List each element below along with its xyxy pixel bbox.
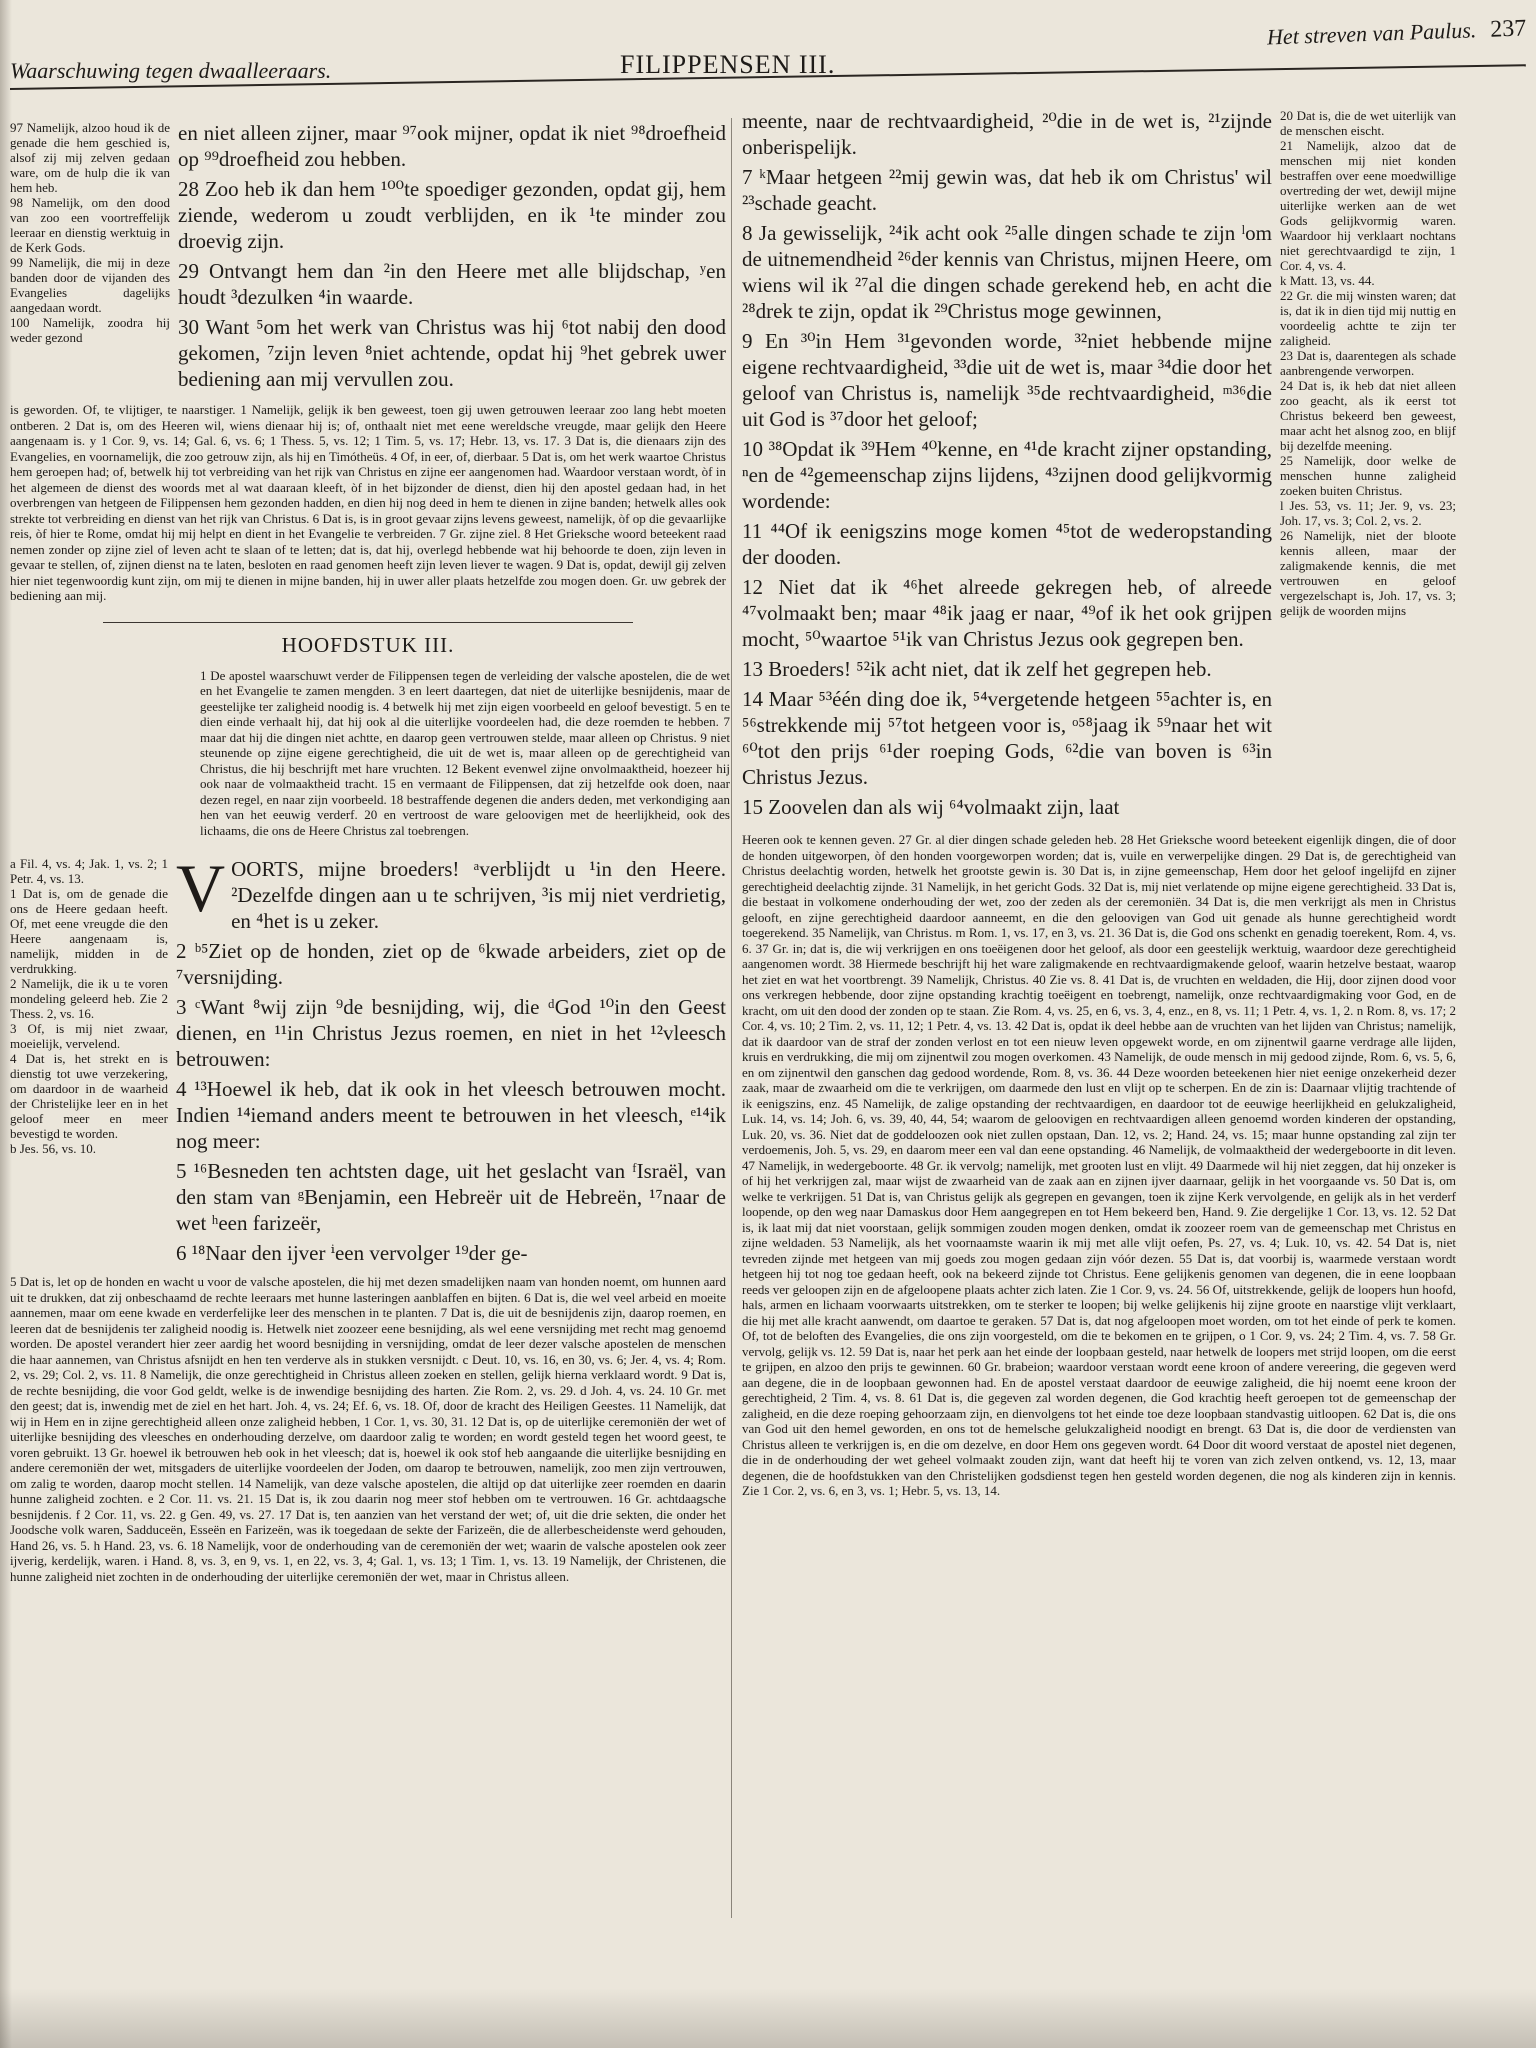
verse: 8 Ja gewisselijk, ²⁴ik acht ook ²⁵alle dingen schade te zijn ˡom de uitnemendheid ²⁶der kennis van Christus, mijnen Heere, om wiens wil ik ²⁷al die dingen schade gerekend heb, en acht die ²⁸drek te zijn, opdat ik ²⁹Christus moge gewinnen,: [742, 221, 1272, 323]
margin-note: b Jes. 56, vs. 10.: [10, 1141, 96, 1156]
verse: 13 Broeders! ⁵²ik acht niet, dat ik zelf het gegrepen heb.: [742, 657, 1212, 681]
right-margin-notes: [1280, 108, 1456, 824]
verse: meente, naar de rechtvaardigheid, ²⁰die in de wet is, ²¹zijnde onberispelijk.: [742, 109, 1272, 159]
verse: 12 Niet dat ik ⁴⁶het alreede gekregen heb, of alreede ⁴⁷volmaakt ben; maar ⁴⁸ik jaag er naar, ⁴⁹of ik het ook grijpen mocht, ⁵⁰waartoe ⁵¹ik van Christus Jezus ook gegrepen ben.: [742, 575, 1272, 651]
verse: 2 ᵇ⁵Ziet op de honden, ziet op de ⁶kwade arbeiders, ziet op de ⁷versnijding.: [176, 939, 726, 989]
verse: 9 En ³⁰in Hem ³¹gevonden worde, ³²niet hebbende mijne eigene rechtvaardigheid, ³³die uit de wet is, maar ³⁴die door het geloof van Christus is, namelijk ³⁵de rechtvaardigheid, ᵐ³⁶die uit God is ³⁷door het geloof;: [742, 329, 1272, 431]
left-top-verses: [178, 120, 726, 396]
verse: 28 Zoo heb ik dan hem ¹⁰⁰te spoediger gezonden, opdat gij, hem ziende, wederom u zoudt verblijden, en ik ¹te minder zou droevig zijn.: [178, 177, 726, 253]
page-header: [10, 15, 1527, 100]
margin-note: k Matt. 13, vs. 44.: [1280, 273, 1375, 288]
margin-note: 23 Dat is, daarentegen als schade aanbrengende verworpen.: [1280, 348, 1456, 378]
verse: 6 ¹⁸Naar den ijver ⁱeen vervolger ¹⁹der ge-: [176, 1241, 528, 1265]
margin-note: 100 Namelijk, zoodra hij weder gezond: [10, 315, 170, 345]
header-right-title: [1266, 15, 1526, 51]
left-top-margin-notes: [10, 120, 170, 396]
margin-note: 22 Gr. die mij winsten waren; dat is, dat ik in dien tijd mij nuttig en voordeelig achtte te zijn ter zaligheid.: [1280, 288, 1456, 348]
verse: 29 Ontvangt hem dan ²in den Heere met alle blijdschap, ʸen houdt ³dezulken ⁴in waarde.: [178, 259, 726, 309]
page-bottom-shadow: [0, 1988, 1536, 2048]
chapter-summary: 1 De apostel waarschuwt verder de Filippensen tegen de verleiding der valsche apostelen, die de wet en het Evangelie te zamen mengden. 3 en leert daartegen, dat niet de uiterlijke besnijdenis, maar de geestelijke ter zaligheid noodig is. 4 betwelk hij met zijn eigen voorbeeld en geloof bevestigt. 5 en te dien einde verhaalt hij, dat hij ook al die uiterlijke voordeelen had, die deze roemden te hebben. 7 maar dat hij die dingen niet achtte, en daarop geen vertrouwen stelde, maar alleen op Christus. 9 niet steunende op zijne eigene gerechtigheid, die uit de wet is, maar alleen op de gerechtigheid van Christus, die hij beschrijft met hare vruchten. 12 Bekent evenwel zijne onvolmaaktheid, hoezeer hij ook naar de volmaaktheid tracht. 15 en vermaant de Filippensen, dat zij hetzelfde ook doen, naar dezen regel, en naar zijn voorbeeld. 18 bestraffende degenen die anders deden, met verkondiging aan hen van het eeuwig verderf. 20 en vertroost de ware geloovigen met de heerlijkheid, ook des lichaams, die ons de Heere Christus zal toebrengen.: [200, 667, 730, 838]
margin-note: 25 Namelijk, door welke de menschen hunne zaligheid zoeken buiten Christus.: [1280, 453, 1456, 498]
column-divider: [731, 118, 732, 1918]
left-top-block: [10, 120, 726, 396]
right-top-verses: [742, 108, 1272, 824]
left-chapter-margin-notes: [10, 856, 168, 1270]
drop-cap: V: [176, 850, 226, 926]
margin-note: 1 Dat is, om de genade die ons de Heere gedaan heeft. Of, met eene vreugde die den Heere aangenaam is, namelijk, midden in de verdrukking.: [10, 886, 168, 976]
left-chapter-block: [10, 850, 726, 1270]
margin-note: 24 Dat is, ik heb dat niet alleen zoo geacht, als ik eerst tot Christus bekeerd ben geweest, maar acht het alsnog zoo, en blijf bij dezelfde meening.: [1280, 378, 1456, 453]
right-bottom-footnotes: Heeren ook te kennen geven. 27 Gr. al dier dingen schade geleden heb. 28 Het Grieksche woord beteekent eigenlijk dingen, die of door de honden uitgeworpen, òf den honden voorgeworpen worden; dat is, vuile en verwerpelijke dingen. 29 Dat is, de gerechtigheid van Christus deelachtig worden, hetwelk het grootste gewin is. 30 Dat is, in zijne gemeenschap, Hem door het geloof ingelijfd en zijner gerechtigheid deelachtig zijnde. 31 Namelijk, in het gericht Gods. 32 Dat is, mij niet verlatende op mijne eigene gerechtigheid. 33 Dat is, die bestaat in volkomene onderhouding der wet, zoo der zeden als der ceremoniën. 34 Dat is, die men verkrijgt als men in Christus gelooft, en zijne gerechtigheid daardoor aanneemt, en die den geloovigen van God uit genade als hunne gerechtigheid wordt toegerekend. 35 Namelijk, van Christus. m Rom. 1, vs. 17, en 3, vs. 21. 36 Dat is, die God ons schenkt en genadig toerekent, Rom. 4, vs. 6. 37 Gr. in; dat is, die wij verkrijgen en ons toeëigenen door het geloof, als door een geestelijk werktuig, waardoor deze gerechtigheid aangenomen wordt. 38 Hiermede beschrijft hij het ware zaligmakende en rechtvaardigmakende geloof, waarin hetzelve bestaat, waarop het ziet en wat het voortbrengt. 39 Namelijk, Christus. 40 Zie vs. 8. 41 Dat is, de vruchten en weldaden, die Hij, door zijnen dood voor ons verkregen hebbende, door zijne opstanding krachtig toeëigent en toebrengt, namelijk, onze rechtvaardigmaking voor God, en de kracht, om uit den dood der zonden op te staan. Zie Rom. 4, vs. 25, en 6, vs. 3, 4, enz., en 8, vs. 11; 1 Petr. 4, vs. 1, 2. n Rom. 8, vs. 17; 2 Cor. 4, vs. 10; 2 Tim. 2, vs. 11, 12; 1 Petr. 4, vs. 13. 42 Dat is, opdat ik deel hebbe aan de vruchten van het lijden van Christus; namelijk, dat ik daardoor van de straf der zonden verlost en tot een nieuw leven opgewekt worde, en om zijnentwil gaarne verdrage alle lijden, kruis en verdrukking, die mij om zijnentwil zou mogen overkomen. 43 Namelijk, de oude mensch in mij gedood zijnde, Rom. 6, vs. 5, 6, en om zijnentwil den ganschen dag gedood wordende, Rom. 8, vs. 36. 44 Deze woorden beteekenen hier niet eenige onzekerheid dezer zaak, maar de zwaarheid om die te verkrijgen, om daarmede den lust en vlijt op te scherpen. En de zin is: Daarnaar vlijtig trachtende of ik eenigszins, enz. 45 Namelijk, de zalige opstanding der rechtvaardigen, en daardoor tot de eeuwige heerlijkheid en gelukzaligheid, Luk. 14, vs. 14; Joh. 6, vs. 39, 40, 44, 54; waarom de geloovigen en rechtvaardigen alleen genoemd worden kinderen der opstanding, Luk. 20, vs. 36. Niet dat de goddeloozen ook niet zullen opstaan, Dan. 12, vs. 2; Hand. 24, vs. 15; maar hunne opstanding zal zijn ter verdoemenis, Joh. 5, vs. 29, en daarom meer een val dan eene opstanding. 46 Namelijk, de volmaaktheid der wedergeboorte in dit leven. 47 Namelijk, in wedergeboorte. 48 Gr. ik vervolg; namelijk, met grooten lust en vlijt. 49 Daarmede wil hij niet zeggen, dat hij onzeker is of hij het verkrijgen zal, maar wijst de zwaarheid van de zaak aan en zijnen ijver daarnaar, gelijk in het voorgaande vs. 50 Dat is, om welke te verkrijgen. 51 Dat is, van Christus gelijk als gegrepen en gevangen, toen ik zijne Kerk vervolgende, en gelijk als in het verderf loopende, op den weg naar Damaskus door Hem aangegrepen en tot Hem bekeerd ben, Hand. 9. Zie dergelijke 1 Cor. 13, vs. 12. 52 Dat is, ik laat mij dat niet voorstaan, gelijk sommigen zouden mogen denken, omdat ik zoozeer roem van de gemeenschap met Christus en zijne weldaden. 53 Namelijk, als het voornaamste waarin ik mij met alle vlijt oefen, Ps. 27, vs. 4; Luk. 10, vs. 42. 54 Dat is, niet tevreden zijnde met hetgeen van mij goeds zou mogen gedaan zijn vóór dezen. 55 Dat is, dat voorbij is, waarmede verstaan wordt hetgeen hij tot nog toe gedaan heeft, ook na bekeerd zijnde tot Christus. Eene gelijkenis genomen van degenen, die in eene loopbaan reeds ver geloopen zijn en de afgeloopene plaats achter zich laten. Zie 1 Cor. 9, vs. 24. 56 Of, uitstrekkende, gelijk de loopers hun hoofd, hals, armen en lichaam voorwaarts uitstrekken, om te sterker te loopen; bij welke gelijkenis hij zijne groote en naarstige vlijt verklaart, die hij met alle kracht aanwendt, om daartoe te geraken. 57 Dat is, dat nog afgeloopen moet worden, om tot het einde of perk te komen. Of, tot de beloften des Evangelies, die ons zijn voorgesteld, om die te bekomen en te grijpen, o 1 Cor. 9, vs. 24; 2 Tim. 4, vs. 7. 58 Gr. vervolg, gelijk vs. 12. 59 Dat is, naar het perk aan het einde der loopbaan gesteld, naar hetwelk de loopers met strijd loopen, om die eerst te grijpen, en alzoo den prijs te gewinnen. 60 Gr. brabeion; waardoor verstaan wordt eene kroon of andere vereering, die gegeven werd aan degene, die in de loopbaan gewonnen had. En de apostel verstaat daardoor de eeuwige zaligheid, die hij noemt eene kroon der gerechtigheid, 2 Tim. 4, vs. 8. 61 Dat is, die gegeven zal worden degenen, die God krachtig heeft geroepen tot de gemeenschap der zaligheid, en die deze roeping gehoorzaam zijn, en dienvolgens tot het einde toe deze loopbaan standvastig uitloopen. 62 Dat is, die ons van God uit den hemel geworden, en ons tot de hemelsche gelukzaligheid noodigt en brengt. 63 Dat is, die door de verdiensten van Christus alleen te verkrijgen is, en die om dezelve, en door Hem ons gegeven wordt. 64 Door dit woord verstaat de apostel niet degenen, die in de onderhouding der wet geheel volmaakt zouden zijn, want dat heeft hij te voren van zich zelven ontkend, vs. 12, 13, maar degenen, die de hoofdstukken van den Christelijken godsdienst tegen hen gesteld worden degenen, die nog als kinderen zijn in kennis. Zie 1 Cor. 2, vs. 6, en 3, vs. 1; Hebr. 5, vs. 13, 14.: [742, 832, 1456, 1498]
margin-note: 98 Namelijk, om den dood van zoo een voortreffelijk leeraar en dienstig werktuig in de Kerk Gods.: [10, 195, 170, 255]
margin-note: 2 Namelijk, die ik u te voren mondeling geleerd heb. Zie 2 Thess. 2, vs. 16.: [10, 976, 168, 1021]
margin-note: l Jes. 53, vs. 11; Jer. 9, vs. 23; Joh. 17, vs. 3; Col. 2, vs. 2.: [1280, 498, 1456, 528]
verse: 10 ³⁸Opdat ik ³⁹Hem ⁴⁰kenne, en ⁴¹de kracht zijner opstanding, ⁿen de ⁴²gemeenschap zijns lijdens, ⁴³zijnen dood gelijkvormig wordende:: [742, 437, 1272, 513]
right-top-block: [742, 108, 1456, 824]
header-book-title: FILIPPENSEN III.: [620, 50, 836, 79]
chapter-title: HOOFDSTUK III.: [281, 632, 455, 657]
right-column: [742, 108, 1456, 1499]
left-top-footnotes: is geworden. Of, te vlijtiger, te naarstiger. 1 Namelijk, gelijk ik ben geweest, toen gij uwen getrouwen leeraar zoo lang hebt moeten ontberen. 2 Dat is, om des Heeren wil, wiens dienaar hij is; of, onthaalt niet met eene wereldsche vreugde, maar gelijk den Heere aangenaam is. y 1 Cor. 9, vs. 14; Gal. 6, vs. 6; 1 Thess. 5, vs. 12; 1 Tim. 5, vs. 17; Hebr. 13, vs. 17. 3 Dat is, die dienaars zijn des Evangelies, en voornamelijk, die zoo getrouw zijn, als hij en Timótheüs. 4 Of, in eer, of, dierbaar. 5 Dat is, om het werk waartoe Christus hem geroepen had; of, betwelk hij tot verbreiding van het rijk van Christus en zijne eer aangenomen had. Waardoor verstaan wordt, òf in het algemeen de dienst des woords met al wat daaraan kleeft, òf in het bijzonder de dienst, dien hij den apostel gedaan had, in het overbrengen van hetgeen de Filippensen hem gezonden hadden, en dien hij nog deed in hem te dienen in zijne banden; hetwelk alles ook strekte tot verbreiding en dienst van het rijk van Christus. 6 Dat is, is in groot gevaar zijns levens geweest, namelijk, òf op die gevaarlijke reis, òf hier te Rome, omdat hij mij helpt en dient in het Evangelie te verbreiden. 7 Gr. zijne ziel. 8 Het Grieksche woord beteekent raad nemen zonder op zijne ziel of leven acht te slaan of te letten; dat is, dat hij, overlegd hebbende wat hij behoorde te doen, zijn leven in gevaar te stellen, of, zijnen dienst na te laten, besloten en raad genomen heeft zijn leven liever te wagen. 9 Dat is, opdat, dewijl gij zelven hier niet tegenwoordig kunt zijn, om mij te dienen in mijne banden, hij in uwer aller plaats hetzelfde zou mogen doen. Gr. uw gebrek der bediening aan mij.: [10, 402, 726, 603]
verse: 7 ᵏMaar hetgeen ²²mij gewin was, dat heb ik om Christus' wil ²³schade geacht.: [742, 165, 1272, 215]
margin-note: 20 Dat is, die de wet uiterlijk van de menschen eischt.: [1280, 108, 1456, 138]
verse-1: [176, 850, 726, 934]
header-left-title: Waarschuwing tegen dwaalleeraars.: [10, 58, 332, 83]
verse: 11 ⁴⁴Of ik eenigszins moge komen ⁴⁵tot de wederopstanding der dooden.: [742, 519, 1272, 569]
section-rule: [103, 622, 633, 623]
left-bottom-footnotes: 5 Dat is, let op de honden en wacht u voor de valsche apostelen, die hij met dezen smadelijken naam van honden noemt, om hunnen aard uit te drukken, dat zij onbeschaamd de rechte leeraars met hunne lasteringen aanblaffen en bijten. 6 Dat is, die wel veel arbeid en moeite aannemen, maar om eene kwade en verderfelijke leer des menschen in te planten. 7 Dat is, die uit de besnijdenis zijn, daarop roemen, en leeren dat de besnijdenis ter zaligheid noodig is. Hetwelk niet zoozeer eene besnijding, als wel eene versnijding met recht mag genoemd worden. De apostel verandert hier zeer aardig het woord besnijding in versnijding, omdat de leer dezer valsche apostelen de menschen die haar aannemen, van Christus afsnijdt en hen ten verderve als in stukken versnijdt. c Deut. 10, vs. 16, en 30, vs. 6; Jer. 4, vs. 4; Rom. 2, vs. 29; Col. 2, vs. 11. 8 Namelijk, die onze gerechtigheid in Christus alleen zoeken en stellen, gelijk hierna verklaard wordt. 9 Dat is, de rechte besnijding, die voor God geldt, welke is de inwendige besnijding des harten. Zie Rom. 2, vs. 29. d Joh. 4, vs. 24. 10 Gr. met den geest; dat is, inwendig met de ziel en het hart. Joh. 4, vs. 24; Ef. 6, vs. 18. Of, door de kracht des Heiligen Geestes. 11 Namelijk, dat wij in Hem en in zijne gerechtigheid alleen onze zaligheid hebben, 1 Cor. 1, vs. 30, 31. 12 Dat is, op de uiterlijke ceremoniën der wet of uiterlijke besnijding des vleesches en onderhouding derzelve, om daardoor zalig te worden; en wordt gesteld tegen het woord geest, te voren gebruikt. 13 Gr. hoewel ik betrouwen heb ook in het vleesch; dat is, hoewel ik ook stof heb aangaande die uiterlijke besnijding en andere ceremoniën der wet, mitsgaders de uiterlijke voordeelen der Joden, om daarop te betrouwen, namelijk, zoo men zijn vertrouwen, om zalig te worden, daarop mocht stellen. 14 Namelijk, van deze valsche apostelen, die altijd op dat uiterlijke zeer roemden en daarin hunne zaligheid zochten. e 2 Cor. 11. vs. 21. 15 Dat is, ik zou daarin nog meer stof hebben om te vertrouwen. 16 Gr. achtdaagsche besnijdenis. f 2 Cor. 11, vs. 22. g Gen. 49, vs. 27. 17 Dat is, ten aanzien van het verstand der wet; of, uit die drie sekten, die onder het Joodsche volk waren, Sadduceën, Esseën en Farizeën, was ik toegedaan de sekte der Farizeën, die de allerbescheidenste werd gehouden, Hand 26, vs. 5. h Hand. 23, vs. 6. 18 Namelijk, voor de onderhouding van de ceremoniën der wet; waarin de valsche apostelen ook zeer ijverig, kerdelijk, waren. i Hand. 8, vs. 3, en 9, vs. 1, en 22, vs. 3, 4; Gal. 1, vs. 13; 1 Tim. 1, vs. 13. 19 Namelijk, der Christenen, die hunne zaligheid niet zochten in de onderhouding der uiterlijke ceremoniën der wet, maar in Christus alleen.: [10, 1274, 726, 1584]
verse: 3 ᶜWant ⁸wij zijn ⁹de besnijding, wij, die ᵈGod ¹⁰in den Geest dienen, en ¹¹in Christus Jezus roemen, en niet in het ¹²vleesch betrouwen:: [176, 995, 726, 1071]
margin-note: 4 Dat is, het strekt en is dienstig tot uwe verzekering, om daardoor in de waarheid der Christelijke leer en in het geloof meer en meer bevestigd te worden.: [10, 1051, 168, 1141]
margin-note: 3 Of, is mij niet zwaar, moeielijk, vervelend.: [10, 1021, 168, 1051]
margin-note: a Fil. 4, vs. 4; Jak. 1, vs. 2; 1 Petr. 4, vs. 13.: [10, 856, 168, 886]
margin-note: 99 Namelijk, die mij in deze banden door de vijanden des Evangelies dagelijks aangedaan wordt.: [10, 255, 170, 315]
verse: 14 Maar ⁵³één ding doe ik, ⁵⁴vergetende hetgeen ⁵⁵achter is, en ⁵⁶strekkende mij ⁵⁷tot hetgeen voor is, ᵒ⁵⁸jaag ik ⁵⁹naar het wit ⁶⁰tot den prijs ⁶¹der roeping Gods, ⁶²die van boven is ⁶³in Christus Jezus.: [742, 687, 1272, 789]
verse: 4 ¹³Hoewel ik heb, dat ik ook in het vleesch betrouwen mocht. Indien ¹⁴iemand anders meent te betrouwen in het vleesch, ᵉ¹⁴ik nog meer:: [176, 1077, 726, 1153]
left-chapter-verses: [176, 850, 726, 1270]
verse-text: OORTS, mijne broeders! ᵃverblijdt u ¹in den Heere. ²Dezelfde dingen aan u te schrijven, ³is mij niet verdrietig, en ⁴het is u zeker.: [231, 857, 726, 933]
verse: en niet alleen zijner, maar ⁹⁷ook mijner, opdat ik niet ⁹⁸droefheid op ⁹⁹droefheid zou hebben.: [178, 121, 726, 171]
verse: 30 Want ⁵om het werk van Christus was hij ⁶tot nabij den dood gekomen, ⁷zijn leven ⁸niet achtende, opdat hij ⁹het gebrek uwer bediening aan mij vervullen zou.: [178, 315, 726, 391]
margin-note: 97 Namelijk, alzoo houd ik de genade die hem geschied is, alsof zij mij zelven gedaan ware, om de hulp die ik van hem heb.: [10, 120, 170, 195]
page-number: 237: [1489, 15, 1527, 43]
verse: 5 ¹⁶Besneden ten achtsten dage, uit het geslacht van ᶠIsraël, van den stam van ᵍBenjamin, een Hebreër uit de Hebreën, ¹⁷naar de wet ʰeen farizeër,: [176, 1159, 726, 1235]
margin-note: 21 Namelijk, alzoo dat de menschen mij niet konden bestraffen over eene moedwillige overtreding der wet, dewijl mijne uiterlijke werken aan de wet Gods gelijkvormig waren. Waardoor hij verklaart nochtans niet gerechtvaardigd te zijn, 1 Cor. 4, vs. 4.: [1280, 138, 1456, 273]
header-right-text: Het streven van Paulus.: [1266, 17, 1477, 50]
left-column: [10, 120, 730, 1584]
verse: 15 Zoovelen dan als wij ⁶⁴volmaakt zijn, laat: [742, 795, 1120, 819]
margin-note: 26 Namelijk, niet der bloote kennis alleen, maar der zaligmakende kennis, die met vertrouwen en geloof vergezelschapt is, Joh. 17, vs. 3; gelijk de woorden mijns: [1280, 528, 1456, 618]
